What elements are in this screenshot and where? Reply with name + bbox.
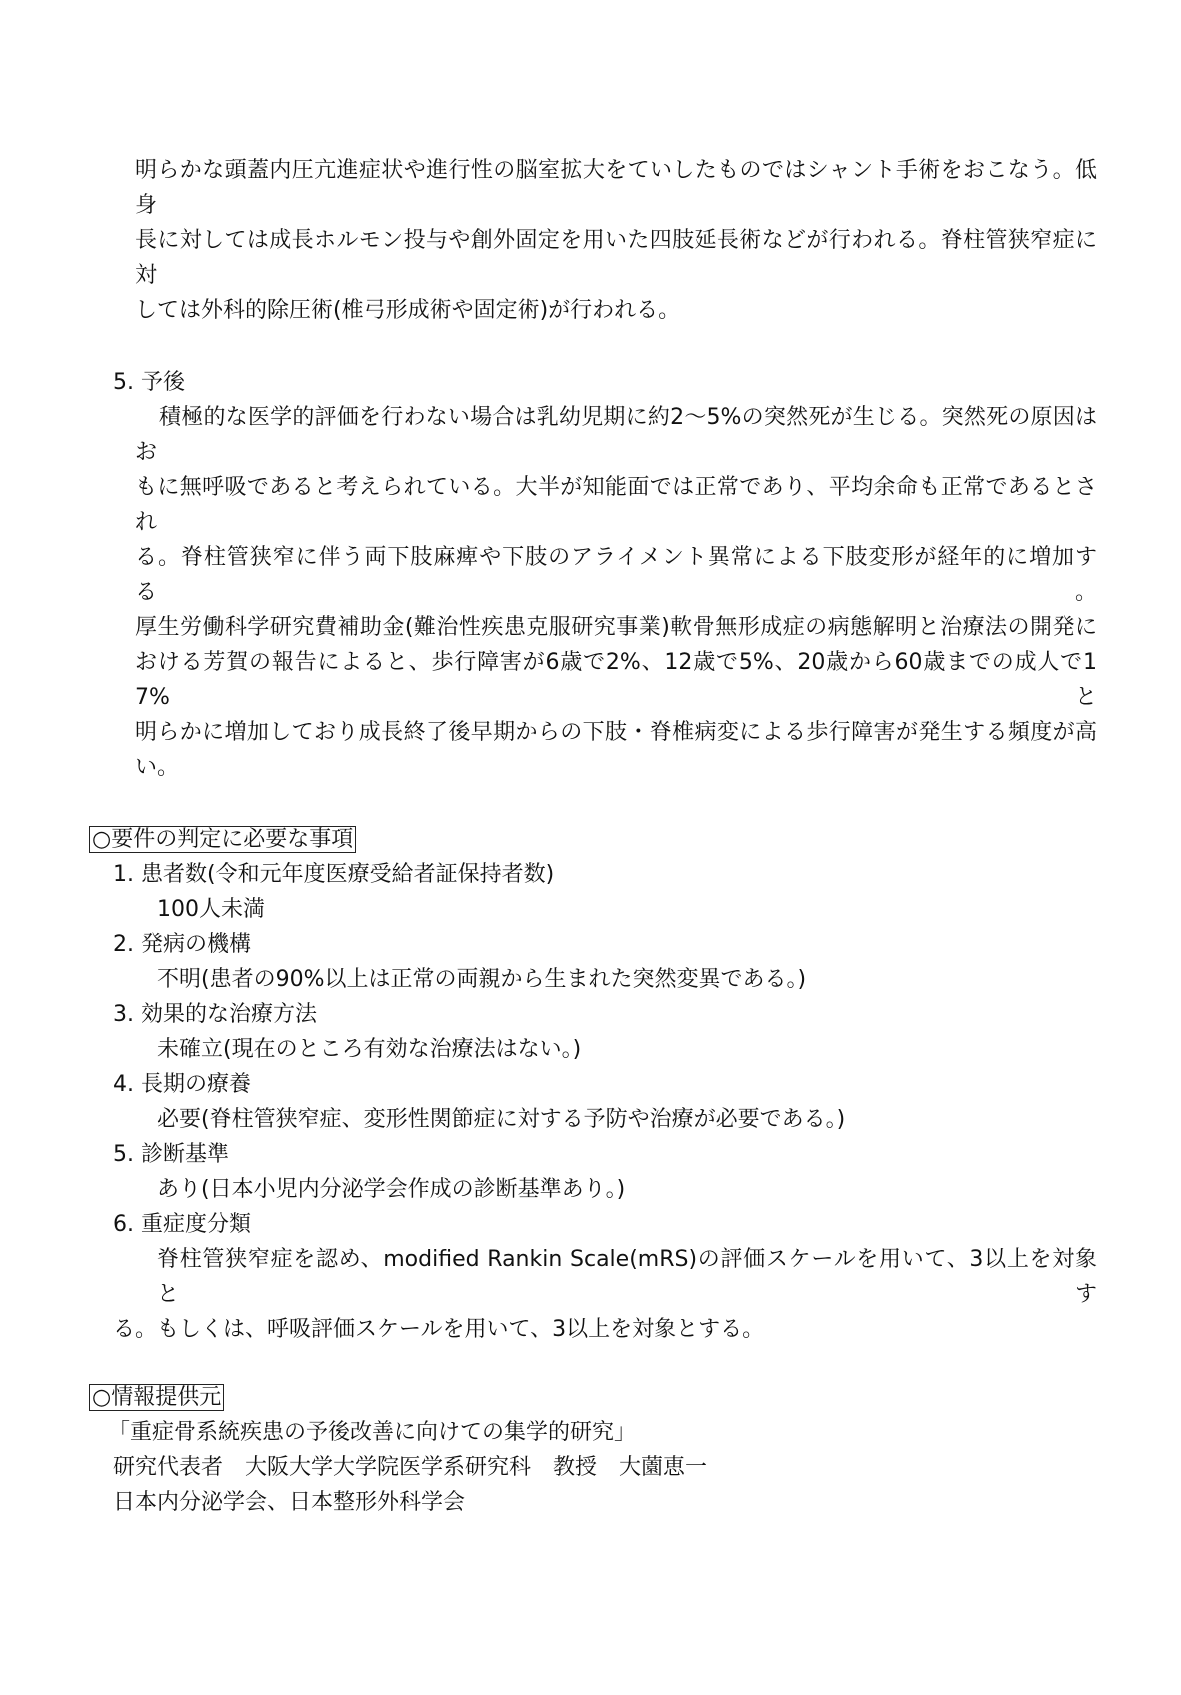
treatment-paragraph-line: しては外科的除圧術(椎弓形成術や固定術)が行われる。 [135, 298, 681, 323]
requirements-list [0, 857, 1097, 1347]
requirement-item-value: 脊柱管狭窄症を認め、modified Rankin Scale(mRS)の評価スケールを用いて、3以上を対象とす [157, 1247, 1097, 1307]
requirement-item-label: 5. 診断基準 [113, 1142, 229, 1167]
requirement-item-label: 1. 患者数(令和元年度医療受給者証保持者数) [113, 862, 555, 887]
prognosis-paragraph-line: おける芳賀の報告によると、歩行障害が6歳で2%、12歳で5%、20歳から60歳までの成人で17%と [135, 650, 1097, 710]
prognosis-paragraph-line: 積極的な医学的評価を行わない場合は乳幼児期に約2～5%の突然死が生じる。突然死の原因はお [135, 405, 1097, 465]
treatment-paragraph-line: 明らかな頭蓋内圧亢進症状や進行性の脳室拡大をていしたものではシャント手術をおこなう。低身 [135, 158, 1097, 218]
prognosis-paragraph-line: い。 [135, 755, 180, 780]
source-line: 「重症骨系統疾患の予後改善に向けての集学的研究」 [108, 1420, 637, 1445]
section-heading-prognosis: 5. 予後 [113, 370, 185, 395]
requirement-item-label: 6. 重症度分類 [113, 1212, 251, 1237]
source-heading [89, 1380, 1097, 1415]
treatment-paragraph-line: 長に対しては成長ホルモン投与や創外固定を用いた四肢延長術などが行われる。脊柱管狭窄症に対 [135, 228, 1097, 288]
requirement-item-value: あり(日本小児内分泌学会作成の診断基準あり。) [157, 1177, 626, 1202]
requirement-item-label: 2. 発病の機構 [113, 932, 251, 957]
requirement-item-value: 100人未満 [157, 897, 265, 922]
requirement-item-label: 4. 長期の療養 [113, 1072, 251, 1097]
requirements-heading [89, 822, 1097, 857]
prognosis-paragraph-line: 厚生労働科学研究費補助金(難治性疾患克服研究事業)軟骨無形成症の病態解明と治療法の開発に [135, 615, 1097, 640]
treatment-paragraph [0, 153, 1097, 328]
source-line: 研究代表者 大阪大学大学院医学系研究科 教授 大薗恵一 [113, 1455, 708, 1480]
source-list [0, 1415, 1097, 1520]
prognosis-paragraph-line: 明らかに増加しており成長終了後早期からの下肢・脊椎病変による歩行障害が発生する頻度が高 [135, 720, 1097, 745]
prognosis-paragraph-line: る。脊柱管狭窄に伴う両下肢麻痺や下肢のアライメント異常による下肢変形が経年的に増加する。 [135, 545, 1097, 605]
requirement-item-value: 不明(患者の90%以上は正常の両親から生まれた突然変異である。) [157, 967, 807, 992]
source-heading-box: ○情報提供元 [89, 1384, 224, 1411]
prognosis-paragraph-line: もに無呼吸であると考えられている。大半が知能面では正常であり、平均余命も正常であるとされ [135, 475, 1097, 535]
prognosis-paragraph [0, 400, 1097, 785]
requirements-heading-box: ○要件の判定に必要な事項 [89, 826, 356, 853]
requirement-item-value: 必要(脊柱管狭窄症、変形性関節症に対する予防や治療が必要である。) [157, 1107, 846, 1132]
requirement-item-value: 未確立(現在のところ有効な治療法はない。) [157, 1037, 582, 1062]
requirement-item-label: 3. 効果的な治療方法 [113, 1002, 317, 1027]
source-line: 日本内分泌学会、日本整形外科学会 [113, 1490, 466, 1515]
requirement-item-value-continued: る。もしくは、呼吸評価スケールを用いて、3以上を対象とする。 [113, 1317, 765, 1342]
